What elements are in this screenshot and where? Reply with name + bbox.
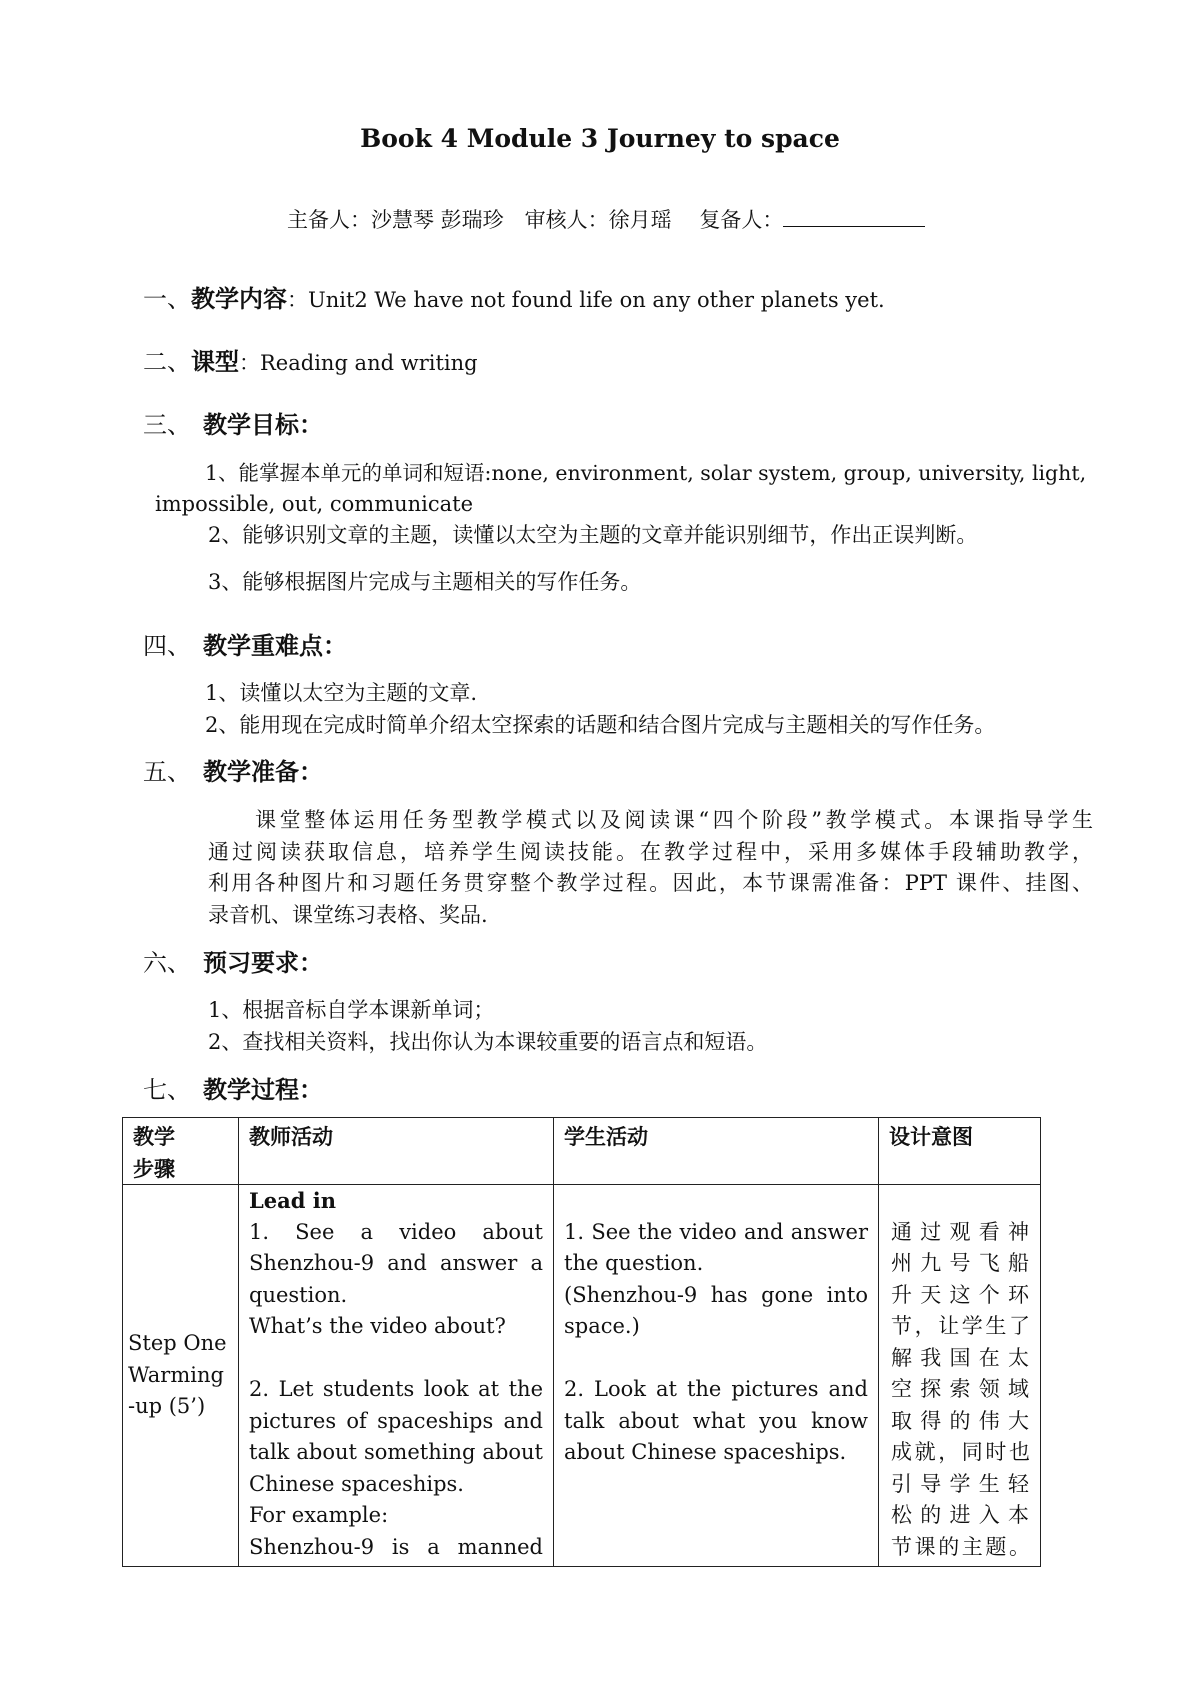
teacher-line: Shenzhou-9 and answer a — [249, 1251, 543, 1275]
section-number: 二、 — [143, 348, 191, 376]
section-heading: 教学过程： — [203, 1075, 323, 1104]
teacher-line: pictures of spaceships and — [249, 1408, 543, 1433]
student-line: about Chinese spaceships. — [564, 1440, 847, 1464]
preparation-line-1: 课堂整体运用任务型教学模式以及阅读课“四个阶段”教学模式。本课指导学生 — [255, 808, 1093, 832]
teacher-line: Shenzhou-9 is a manned — [249, 1534, 543, 1559]
section-objectives — [143, 412, 323, 438]
header-step — [123, 1118, 239, 1185]
intent-line: 松的进入本 — [891, 1503, 1030, 1527]
student-line — [564, 1185, 868, 1217]
student-line: the question. — [564, 1251, 704, 1275]
header-intent — [879, 1118, 1041, 1185]
intent-line: 节课的主题。 — [891, 1534, 1030, 1559]
table-header-row — [123, 1118, 1041, 1185]
cell-student — [554, 1185, 879, 1567]
intent-line: 空探索领域 — [891, 1377, 1030, 1401]
step-line: Warming — [128, 1362, 224, 1387]
section-lesson-type — [143, 349, 478, 376]
header-intent-label: 设计意图 — [889, 1124, 973, 1149]
student-line: 2. Look at the pictures and — [564, 1377, 868, 1401]
student-line — [564, 1343, 868, 1375]
teacher-line: For example: — [249, 1503, 389, 1527]
teacher-line: What’s the video about? — [249, 1314, 506, 1338]
objective-3: 3、能够根据图片完成与主题相关的写作任务。 — [208, 570, 642, 594]
reviser-blank — [783, 206, 925, 227]
table-row — [123, 1185, 1041, 1567]
intent-line: 节，让学生了 — [891, 1314, 1030, 1338]
section-text: Reading and writing — [260, 351, 478, 375]
objective-1-cont: impossible, out, communicate — [155, 492, 474, 516]
section-heading: 教学目标： — [203, 410, 323, 439]
intent-line: 解我国在太 — [891, 1345, 1030, 1370]
section-number: 七、 — [143, 1076, 191, 1104]
section-number: 六、 — [143, 949, 191, 977]
student-line: 1. See the video and answer — [564, 1219, 868, 1244]
student-line: talk about what you know — [564, 1408, 868, 1433]
header-teacher — [239, 1118, 554, 1185]
section-colon: ： — [239, 351, 260, 375]
step-line: -up (5’) — [128, 1394, 206, 1419]
header-teacher-label: 教师活动 — [249, 1124, 333, 1149]
section-heading: 课型 — [191, 347, 239, 376]
teacher-line: 2. Let students look at the — [249, 1377, 543, 1401]
preparers-line — [287, 206, 925, 233]
section-heading: 教学重难点： — [203, 631, 347, 660]
cell-teacher — [239, 1185, 554, 1567]
objective-2: 2、能够识别文章的主题，读懂以太空为主题的文章并能识别细节，作出正误判断。 — [208, 523, 978, 547]
objective-1: 1、能掌握本单元的单词和短语:none, environment, solar system, group, university, light, — [205, 461, 1087, 485]
key-point-1: 1、读懂以太空为主题的文章. — [205, 681, 478, 705]
section-text: Unit2 We have not found life on any other planets yet. — [308, 288, 885, 312]
section-key-points — [143, 633, 347, 659]
preparation-line-3: 利用各种图片和习题任务贯穿整个教学过程。因此，本节课需准备：PPT 课件、挂图、 — [208, 871, 1093, 895]
step-line: Step One — [128, 1331, 227, 1356]
header-student — [554, 1118, 879, 1185]
intent-line: 取得的伟大 — [891, 1408, 1030, 1433]
section-preview — [143, 950, 323, 976]
student-line: (Shenzhou-9 has gone into — [564, 1282, 868, 1307]
teacher-line: 1. See a video about — [249, 1219, 543, 1244]
intent-line — [891, 1185, 1030, 1217]
header-step-line: 步骤 — [133, 1155, 175, 1181]
key-point-2: 2、能用现在完成时简单介绍太空探索的话题和结合图片完成与主题相关的写作任务。 — [205, 713, 996, 737]
preparers-text: 主备人：沙慧琴 彭瑞珍 审核人：徐月瑶 复备人： — [287, 208, 784, 232]
section-preparation — [143, 759, 323, 785]
intent-line: 通过观看神 — [891, 1219, 1030, 1244]
document-title: Book 4 Module 3 Journey to space — [360, 124, 840, 153]
section-content — [143, 286, 885, 313]
section-number: 五、 — [143, 758, 191, 786]
preparation-line-4: 录音机、课堂练习表格、奖品. — [208, 903, 488, 927]
section-number: 四、 — [143, 632, 191, 660]
section-number: 三、 — [143, 411, 191, 439]
teacher-heading: Lead in — [249, 1188, 336, 1213]
student-line: space.) — [564, 1314, 640, 1338]
teacher-line: question. — [249, 1282, 348, 1307]
header-step-line: 教学 — [133, 1124, 175, 1149]
intent-line: 引导学生轻 — [891, 1471, 1030, 1496]
lesson-process-table — [122, 1117, 1041, 1567]
intent-line: 成就，同时也 — [891, 1440, 1030, 1464]
section-colon: ： — [287, 288, 308, 312]
intent-line: 升天这个环 — [891, 1282, 1030, 1307]
teacher-line: Chinese spaceships. — [249, 1471, 464, 1496]
preview-item-2: 2、查找相关资料，找出你认为本课较重要的语言点和短语。 — [208, 1030, 768, 1054]
intent-line: 州九号飞船 — [891, 1251, 1030, 1275]
section-number: 一、 — [143, 285, 191, 313]
preparation-line-2: 通过阅读获取信息，培养学生阅读技能。在教学过程中，采用多媒体手段辅助教学， — [208, 840, 1093, 864]
preview-item-1: 1、根据音标自学本课新单词； — [208, 998, 495, 1022]
teacher-line — [249, 1343, 543, 1375]
cell-step — [123, 1185, 239, 1567]
section-process — [143, 1077, 323, 1103]
header-student-label: 学生活动 — [564, 1124, 648, 1149]
cell-intent — [879, 1185, 1041, 1567]
section-heading: 教学内容 — [191, 284, 287, 313]
section-heading: 预习要求： — [203, 948, 323, 977]
section-heading: 教学准备： — [203, 757, 323, 786]
teacher-line: talk about something about — [249, 1440, 543, 1464]
